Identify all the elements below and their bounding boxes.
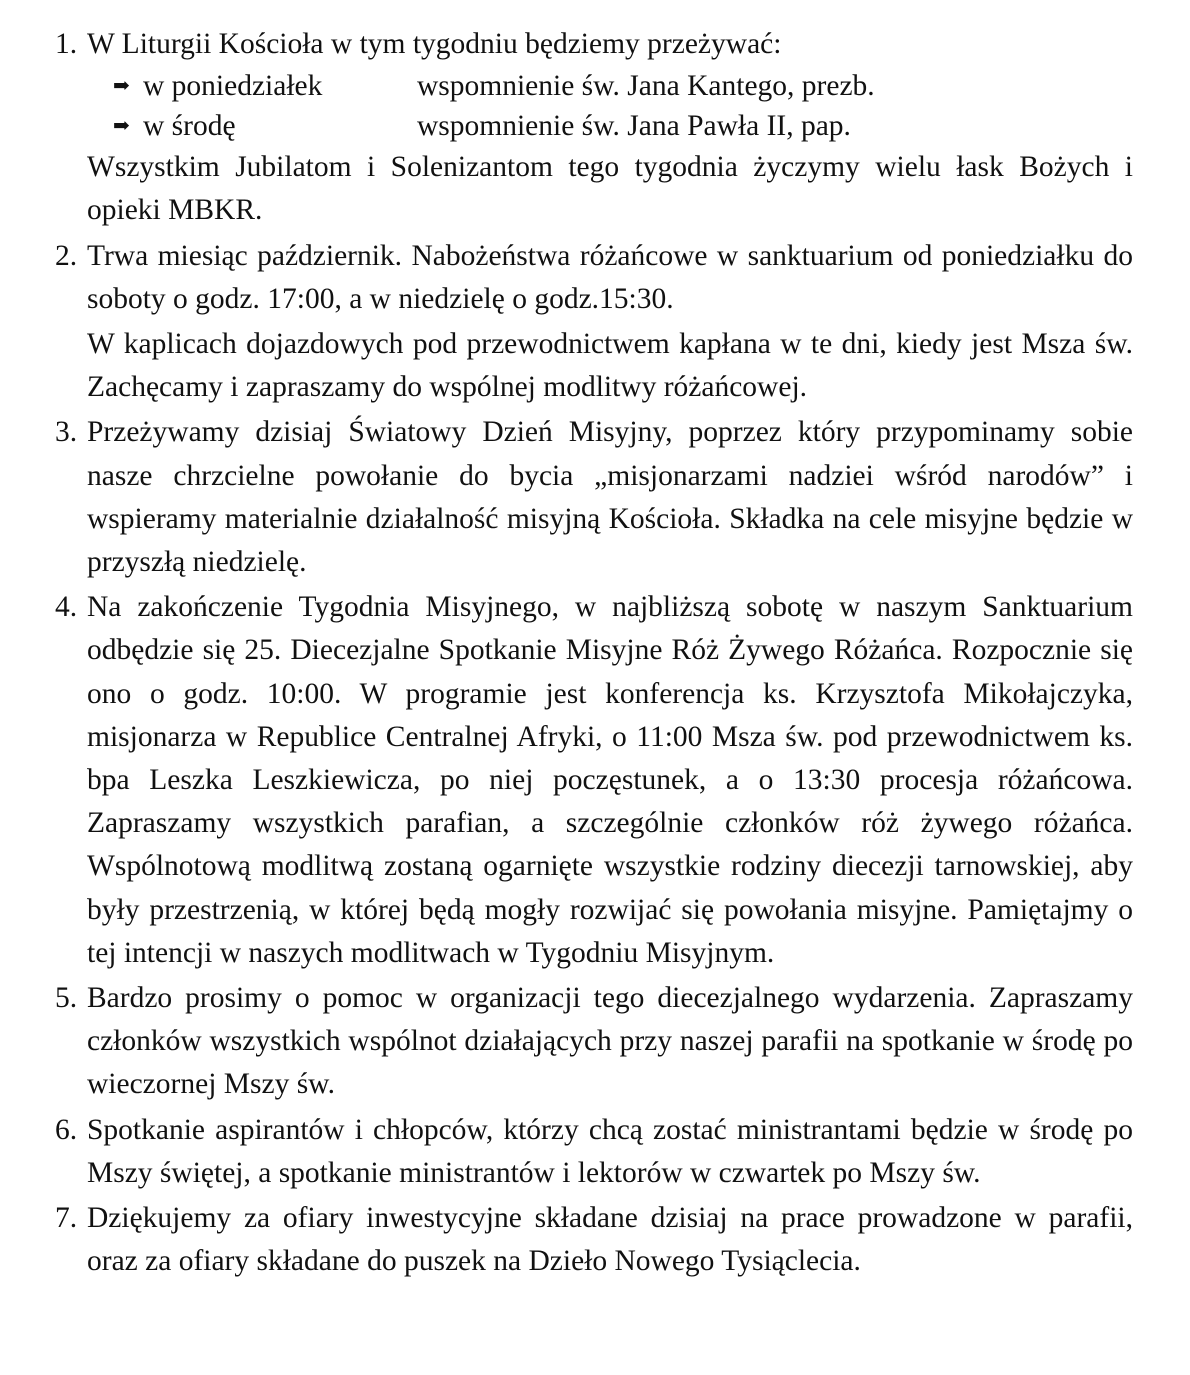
announcement-1: [0, 23, 1133, 233]
item-number: 1.: [55, 28, 78, 60]
item-number: 2.: [55, 239, 78, 272]
item-paragraph: Bardzo prosimy o pomoc w organizacji tego diecezjalnego wydarzenia. Zapraszamy członków wszystkich wspólnot działających przy naszej parafii na spotkanie w środę po wieczornej Mszy św.: [87, 982, 1133, 1101]
item-number: 4.: [55, 591, 78, 624]
item-paragraph: Przeżywamy dzisiaj Światowy Dzień Misyjny, poprzez który przypominamy sobie nasze chrzcielne powołanie do bycia „misjonarzami nadziei wśród narodów” i wspieramy materialnie działalność misyjną Kościoła. Składka na cele misyjne będzie w przyszłą niedzielę.: [87, 416, 1133, 579]
item-closing: Wszystkim Jubilatom i Solenizantom tego tygodnia życzymy wielu łask Bożych i opieki MBKR.: [87, 151, 1133, 227]
schedule-day: w środę: [143, 110, 236, 143]
right-arrow-icon: ➡: [113, 115, 130, 138]
right-arrow-icon: ➡: [113, 75, 130, 98]
schedule-day: w poniedziałek: [143, 70, 323, 103]
schedule-row: [87, 66, 1133, 106]
item-paragraph: W kaplicach dojazdowych pod przewodnictwem kapłana w te dni, kiedy jest Msza św. Zachęcamy i zapraszamy do wspólnej modlitwy różańcowej.: [87, 328, 1133, 404]
schedule-event: wspomnienie św. Jana Kantego, prezb.: [417, 70, 875, 103]
schedule-row: [87, 106, 1133, 146]
announcement-4: [0, 586, 1133, 975]
announcement-5: [0, 977, 1133, 1107]
announcement-6: [0, 1109, 1133, 1195]
item-paragraph: Spotkanie aspirantów i chłopców, którzy chcą zostać ministrantami będzie w środę po Mszy świętej, a spotkanie ministrantów i lektorów w czwartek po Mszy św.: [87, 1113, 1133, 1189]
announcements-list: [0, 23, 1190, 1283]
schedule-event: wspomnienie św. Jana Pawła II, pap.: [417, 110, 851, 143]
announcement-3: [0, 411, 1133, 584]
item-paragraph: Trwa miesiąc październik. Nabożeństwa różańcowe w sanktuarium od poniedziałku do soboty o godz. 17:00, a w niedzielę o godz.15:30.: [87, 239, 1133, 315]
announcement-7: [0, 1197, 1133, 1283]
announcement-2: [0, 235, 1133, 410]
item-intro: W Liturgii Kościoła w tym tygodniu będziemy przeżywać:: [87, 28, 782, 60]
item-paragraph: Dziękujemy za ofiary inwestycyjne składane dzisiaj na prace prowadzone w parafii, oraz za ofiary składane do puszek na Dzieło Nowego Tysiąclecia.: [87, 1202, 1133, 1278]
item-number: 6.: [55, 1113, 78, 1146]
item-number: 5.: [55, 982, 78, 1015]
item-paragraph: Na zakończenie Tygodnia Misyjnego, w najbliższą sobotę w naszym Sanktuarium odbędzie się 25. Diecezjalne Spotkanie Misyjne Róż Żywego Różańca. Rozpocznie się ono o godz. 10:00. W programie jest konferencja ks. Krzysztofa Mikołajczyka, misjonarza w Republice Centralnej Afryki, o 11:00 Msza św. pod przewodnictwem ks. bpa Leszka Leszkiewicza, po niej poczęstunek, a o 13:30 procesja różańcowa. Zapraszamy wszystkich parafian, a szczególnie członków róż żywego różańca. Wspólnotową modlitwą zostaną ogarnięte wszystkie rodziny diecezji tarnowskiej, aby były przestrzenią, w której będą mogły rozwijać się powołania misyjne. Pamiętajmy o tej intencji w naszych modlitwach w Tygodniu Misyjnym.: [87, 591, 1133, 969]
item-number: 3.: [55, 416, 78, 449]
item-number: 7.: [55, 1202, 78, 1235]
